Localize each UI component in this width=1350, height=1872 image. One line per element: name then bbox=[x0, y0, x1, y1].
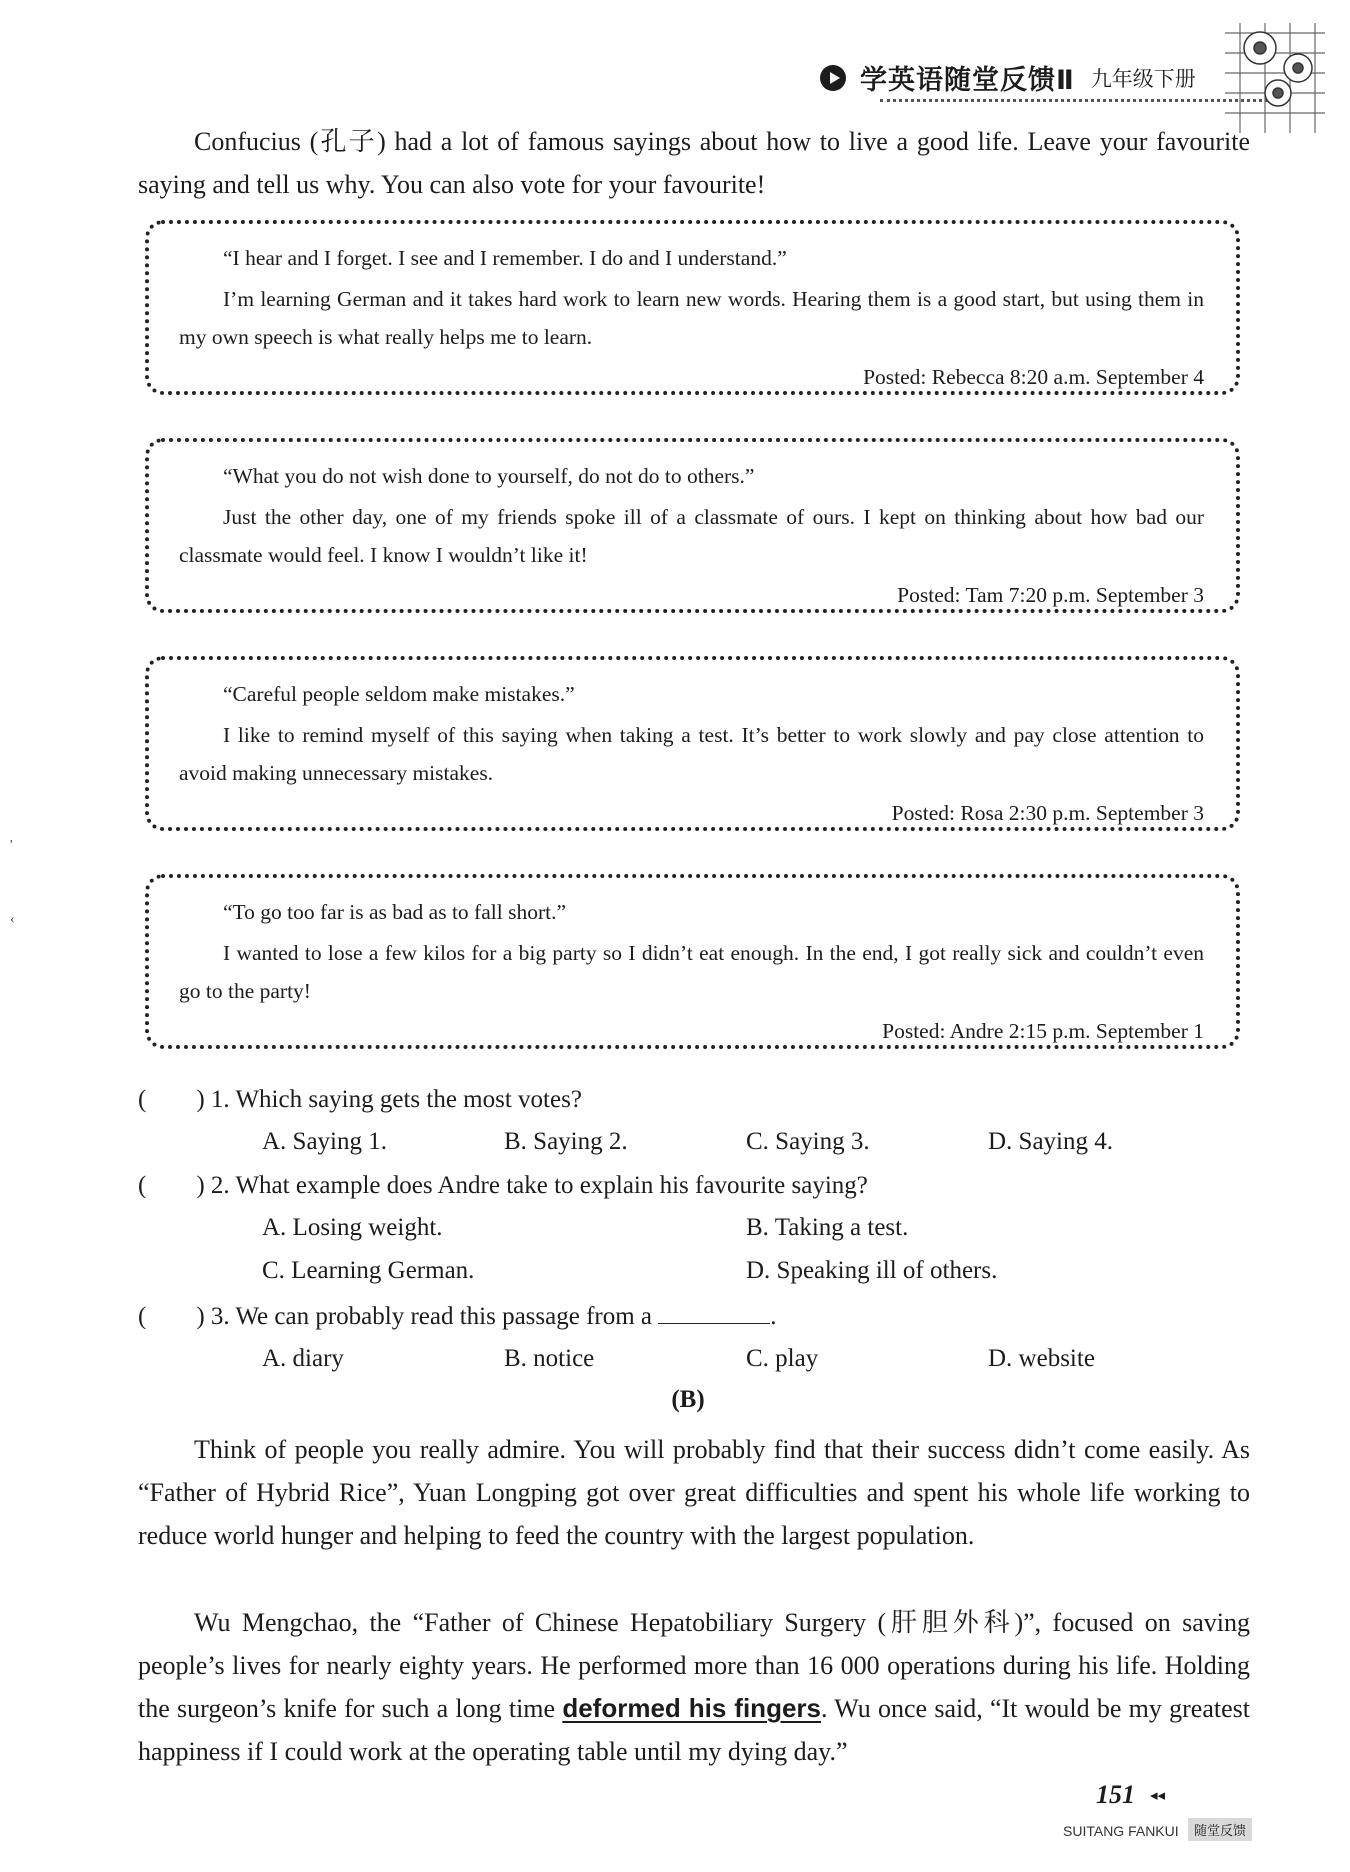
question-3 bbox=[138, 1297, 777, 1337]
question-1-option-b[interactable]: B. Saying 2. bbox=[504, 1128, 628, 1155]
play-icon bbox=[820, 65, 846, 91]
post-card bbox=[145, 220, 1240, 395]
post-card bbox=[145, 874, 1240, 1049]
question-3-option-d[interactable]: D. website bbox=[988, 1345, 1095, 1372]
post-meta: Posted: Rebecca 8:20 a.m. September 4 bbox=[863, 365, 1204, 389]
underlined-phrase: deformed his fingers bbox=[562, 1693, 821, 1723]
paragraph-2-text-after: . Wu once said, “It would be my greatest happiness if I could work at the operating table until my dying day.” bbox=[138, 1694, 1250, 1766]
page-number: 151 bbox=[1096, 1780, 1135, 1809]
question-1-option-a[interactable]: A. Saying 1. bbox=[262, 1128, 387, 1155]
section-b-paragraph-2 bbox=[138, 1601, 1250, 1773]
question-2-option-b[interactable]: B. Taking a test. bbox=[746, 1214, 909, 1241]
answer-blank[interactable] bbox=[658, 1297, 770, 1324]
post-meta: Posted: Rosa 2:30 p.m. September 3 bbox=[891, 801, 1204, 825]
question-2-option-d[interactable]: D. Speaking ill of others. bbox=[746, 1257, 998, 1284]
question-3-stem: ( ) 3. We can probably read this passage from a bbox=[138, 1303, 653, 1330]
post-quote: “What you do not wish done to yourself, do not do to others.” bbox=[223, 464, 755, 488]
question-1-stem: ( ) 1. Which saying gets the most votes? bbox=[138, 1086, 582, 1113]
margin-mark: ' bbox=[10, 838, 13, 853]
header-subtitle: 九年级下册 bbox=[1090, 66, 1196, 91]
post-text: I wanted to lose a few kilos for a big party so I didn’t eat enough. In the end, I got really sick and couldn’t even go to the party! bbox=[179, 941, 1204, 1003]
post-meta: Posted: Andre 2:15 p.m. September 1 bbox=[882, 1019, 1204, 1043]
post-text: Just the other day, one of my friends spoke ill of a classmate of ours. I kept on thinking about how bad our classmate would feel. I know I wouldn’t like it! bbox=[179, 505, 1204, 567]
header-title: 学英语随堂反馈Ⅱ bbox=[860, 65, 1075, 96]
post-card bbox=[145, 656, 1240, 831]
header-rule bbox=[880, 99, 1275, 102]
paragraph-2-text-before: Wu Mengchao, the “Father of Chinese Hepatobiliary Surgery (肝胆外科)”, focused on saving people’s lives for nearly eighty years. He performed more than 16 000 operations during his life. Holding the surgeon’s knife for such a long time bbox=[138, 1608, 1250, 1723]
margin-mark: ‹ bbox=[10, 912, 15, 927]
question-1-option-c[interactable]: C. Saying 3. bbox=[746, 1128, 870, 1155]
footer-brand-badge: 随堂反馈 bbox=[1188, 1818, 1252, 1841]
section-b-paragraph-1: Think of people you really admire. You will probably find that their success didn’t come easily. As “Father of Hybrid Rice”, Yuan Longping got over great difficulties and spent his whole life working to reduce world hunger and helping to feed the country with the largest population. bbox=[138, 1435, 1250, 1550]
question-1-option-d[interactable]: D. Saying 4. bbox=[988, 1128, 1113, 1155]
question-2-stem: ( ) 2. What example does Andre take to explain his favourite saying? bbox=[138, 1172, 868, 1199]
arrow-left-icon: ◂◂ bbox=[1150, 1786, 1166, 1804]
question-3-stem-end: . bbox=[770, 1303, 777, 1330]
post-quote: “I hear and I forget. I see and I remember. I do and I understand.” bbox=[223, 246, 787, 270]
question-2-option-c[interactable]: C. Learning German. bbox=[262, 1257, 475, 1284]
section-b-label: (B) bbox=[671, 1386, 705, 1413]
intro-paragraph: Confucius (孔子) had a lot of famous sayings about how to live a good life. Leave your favourite saying and tell us why. You can also vote for your favourite! bbox=[138, 127, 1250, 199]
page-header bbox=[820, 58, 1196, 97]
post-text: I like to remind myself of this saying when taking a test. It’s better to work slowly and pay close attention to avoid making unnecessary mistakes. bbox=[179, 723, 1204, 785]
post-quote: “To go too far is as bad as to fall short.” bbox=[223, 900, 567, 924]
footer-brand: SUITANG FANKUI bbox=[1063, 1823, 1179, 1839]
post-card bbox=[145, 438, 1240, 613]
post-quote: “Careful people seldom make mistakes.” bbox=[223, 682, 575, 706]
question-3-option-c[interactable]: C. play bbox=[746, 1345, 819, 1372]
post-text: I’m learning German and it takes hard work to learn new words. Hearing them is a good start, but using them in my own speech is what really helps me to learn. bbox=[179, 287, 1204, 349]
question-2-option-a[interactable]: A. Losing weight. bbox=[262, 1214, 443, 1241]
question-3-option-b[interactable]: B. notice bbox=[504, 1345, 595, 1372]
question-3-option-a[interactable]: A. diary bbox=[262, 1345, 344, 1372]
post-meta: Posted: Tam 7:20 p.m. September 3 bbox=[897, 583, 1204, 607]
